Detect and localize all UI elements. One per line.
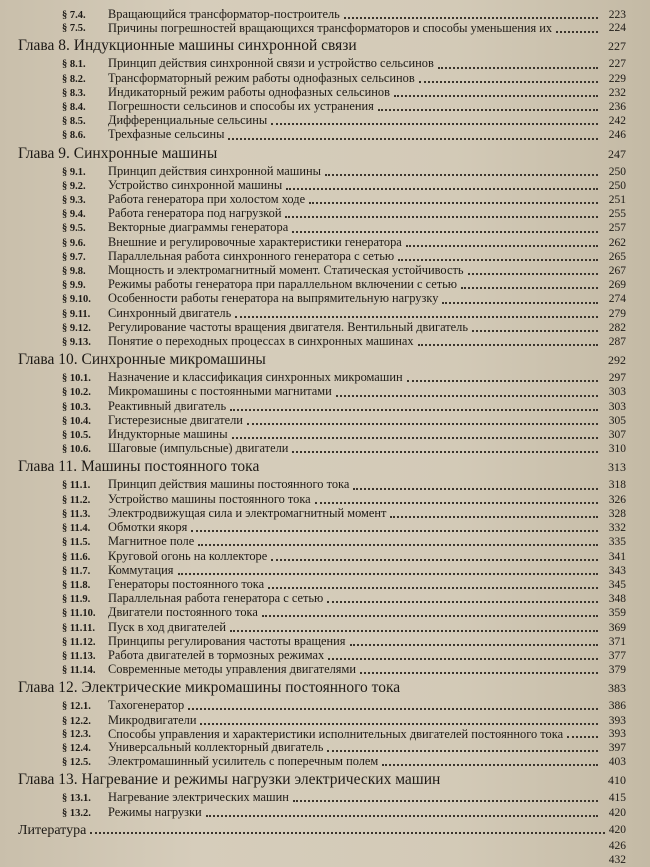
toc-entry	[16, 535, 626, 549]
page-number: 303	[608, 386, 626, 399]
section-number: § 10.1.	[62, 373, 91, 385]
section-number: § 11.14.	[62, 665, 96, 677]
section-title: Способы управления и характеристики исполнительных двигателей постоянного тока	[108, 726, 564, 741]
toc-entry	[16, 741, 626, 755]
page-number: 246	[608, 129, 626, 142]
section-number: § 13.1.	[62, 793, 91, 805]
chapter-heading	[18, 678, 626, 698]
dot-leader	[178, 573, 598, 575]
literature-entry	[18, 822, 626, 839]
toc-entry	[16, 307, 626, 321]
trailing-page-number: 432	[608, 853, 626, 866]
section-number: § 9.6.	[62, 237, 86, 249]
chapter-heading	[18, 144, 626, 164]
page-number: 251	[608, 194, 626, 207]
dot-leader	[309, 202, 598, 204]
toc-entry	[16, 478, 626, 492]
section-number: § 11.10.	[62, 608, 96, 620]
page-number: 232	[608, 86, 626, 99]
section-number: § 11.9.	[62, 594, 91, 606]
page-number: 229	[608, 72, 626, 85]
section-title: Коммутация	[108, 562, 174, 577]
literature-title: Литература	[18, 822, 87, 838]
page-number: 393	[608, 714, 626, 727]
dot-leader	[461, 287, 598, 289]
section-title: Векторные диаграммы генератора	[108, 220, 289, 235]
dot-leader	[230, 409, 598, 411]
section-title: Устройство машины постоянного тока	[108, 491, 311, 506]
toc-entry	[16, 114, 626, 128]
dot-leader	[419, 81, 598, 83]
toc-entry	[16, 221, 626, 235]
page-number: 359	[608, 607, 626, 620]
page-number: 393	[608, 727, 626, 740]
dot-leader	[271, 559, 598, 561]
section-number: § 11.1.	[62, 480, 91, 492]
section-number: § 11.2.	[62, 494, 91, 506]
toc-entry	[16, 699, 626, 713]
dot-leader	[293, 800, 598, 802]
toc-entry	[16, 755, 626, 769]
page-number: 257	[608, 222, 626, 235]
section-number: § 13.2.	[62, 807, 91, 819]
toc-entry	[16, 578, 626, 592]
section-title: Параллельная работа синхронного генератора с сетью	[108, 248, 395, 263]
dot-leader	[191, 530, 598, 532]
toc-entry	[16, 649, 626, 663]
page-number: 318	[608, 479, 626, 492]
section-number: § 7.5.	[62, 23, 86, 35]
dot-leader	[292, 451, 598, 453]
section-number: § 11.7.	[62, 565, 91, 577]
section-number: § 9.11.	[62, 308, 91, 320]
dot-leader	[292, 231, 598, 233]
section-title: Назначение и классификация синхронных микромашин	[108, 370, 403, 385]
dot-leader	[268, 587, 598, 589]
section-number: § 9.12.	[62, 322, 91, 334]
toc-entry	[16, 564, 626, 578]
toc-entry	[16, 663, 626, 677]
section-title: Погрешности сельсинов и способы их устранения	[108, 99, 374, 114]
section-title: Реактивный двигатель	[108, 398, 227, 413]
toc-entry	[16, 606, 626, 620]
page-number: 420	[608, 823, 626, 836]
page-number: 403	[608, 756, 626, 769]
toc-entry	[16, 621, 626, 635]
section-number: § 11.8.	[62, 579, 91, 591]
page-number: 255	[608, 208, 626, 221]
chapter-title: Глава 10. Синхронные микромашины	[18, 351, 266, 369]
toc-entry	[16, 165, 626, 179]
toc-entry	[16, 592, 626, 606]
page-number: 371	[608, 635, 626, 648]
section-number: § 12.2.	[62, 715, 91, 727]
toc-entry	[16, 414, 626, 428]
section-title: Индикаторный режим работы однофазных сельсинов	[108, 84, 390, 99]
section-title: Двигатели постоянного тока	[108, 605, 258, 620]
toc-entry	[16, 428, 626, 442]
section-number: § 9.8.	[62, 266, 86, 278]
page-number: 307	[608, 429, 626, 442]
section-title: Синхронный двигатель	[108, 305, 232, 320]
page-number: 386	[608, 700, 626, 713]
section-title: Режимы нагрузки	[108, 804, 202, 819]
dot-leader	[556, 31, 598, 33]
toc-entry	[16, 714, 626, 728]
dot-leader	[230, 630, 598, 632]
toc-entry	[16, 385, 626, 399]
dot-leader	[336, 395, 598, 397]
page-number: 335	[608, 536, 626, 549]
page-number: 341	[608, 550, 626, 563]
toc-entry	[16, 400, 626, 414]
section-title: Регулирование частоты вращения двигателя. Вентильный двигатель	[108, 319, 468, 334]
page-number: 262	[608, 236, 626, 249]
page-number: 292	[608, 353, 626, 368]
dot-leader	[232, 437, 598, 439]
dot-leader	[188, 708, 598, 710]
dot-leader	[235, 316, 598, 318]
section-title: Принцип действия машины постоянного тока	[108, 477, 350, 492]
page-number: 236	[608, 101, 626, 114]
dot-leader	[327, 601, 598, 603]
dot-leader	[353, 488, 598, 490]
dot-leader	[228, 138, 598, 140]
page-number: 297	[608, 372, 626, 385]
page-number: 305	[608, 414, 626, 427]
toc-entry	[16, 264, 626, 278]
dot-leader	[247, 423, 598, 425]
toc-entry	[16, 806, 626, 820]
section-number: § 10.3.	[62, 401, 91, 413]
dot-leader	[407, 380, 598, 382]
chapter-title: Глава 9. Синхронные машины	[18, 144, 218, 162]
toc-entry	[16, 278, 626, 292]
section-title: Причины погрешностей вращающихся трансформаторов и способы уменьшения их	[108, 21, 553, 36]
section-title: Внешние и регулировочные характеристики генератора	[108, 234, 402, 249]
page-number: 397	[608, 741, 626, 754]
toc-entry	[16, 371, 626, 385]
dot-leader	[198, 544, 598, 546]
dot-leader	[325, 174, 598, 176]
section-title: Современные методы управления двигателями	[108, 662, 356, 677]
dot-leader	[327, 750, 598, 752]
toc-entry	[16, 72, 626, 86]
chapter-heading	[18, 457, 626, 477]
section-number: § 10.4.	[62, 415, 91, 427]
section-number: § 8.3.	[62, 87, 86, 99]
section-title: Пуск в ход двигателей	[108, 619, 226, 634]
section-number: § 9.4.	[62, 209, 86, 221]
section-number: § 11.5.	[62, 537, 91, 549]
page-number: 420	[608, 806, 626, 819]
section-title: Электромашинный усилитель с поперечным полем	[108, 754, 379, 769]
dot-leader	[90, 832, 604, 834]
dot-leader	[567, 736, 598, 738]
page-number: 343	[608, 564, 626, 577]
chapter-title: Глава 13. Нагревание и режимы нагрузки электрических машин	[18, 771, 441, 789]
page-number: 379	[608, 664, 626, 677]
dot-leader	[262, 615, 598, 617]
section-title: Тахогенератор	[108, 698, 185, 713]
toc-entry	[16, 507, 626, 521]
dot-leader	[360, 672, 598, 674]
chapter-heading	[18, 350, 626, 370]
toc-entry	[16, 100, 626, 114]
section-number: § 11.12.	[62, 636, 96, 648]
chapter-title: Глава 8. Индукционные машины синхронной связи	[18, 37, 357, 55]
dot-leader	[206, 815, 598, 817]
page-number: 265	[608, 250, 626, 263]
section-title: Трехфазные сельсины	[108, 127, 225, 142]
toc-entry	[16, 86, 626, 100]
toc-entry	[16, 550, 626, 564]
dot-leader	[350, 644, 599, 646]
dot-leader	[328, 658, 598, 660]
dot-leader	[382, 764, 598, 766]
toc-entry	[16, 193, 626, 207]
page-number: 310	[608, 443, 626, 456]
dot-leader	[438, 67, 598, 69]
page-number: 415	[608, 792, 626, 805]
toc-entry	[16, 791, 626, 805]
toc-entry	[16, 442, 626, 456]
page-number: 348	[608, 593, 626, 606]
dot-leader	[286, 188, 598, 190]
section-title: Гистерезисные двигатели	[108, 412, 243, 427]
dot-leader	[271, 123, 598, 125]
toc-entry	[16, 250, 626, 264]
page-number: 269	[608, 279, 626, 292]
toc-entry	[16, 128, 626, 142]
section-title: Трансформаторный режим работы однофазных сельсинов	[108, 70, 415, 85]
section-number: § 9.2.	[62, 180, 86, 192]
section-title: Принцип действия синхронной машины	[108, 163, 321, 178]
dot-leader	[390, 516, 598, 518]
page-number: 250	[608, 179, 626, 192]
toc-entry	[16, 57, 626, 71]
page-number: 410	[608, 773, 626, 788]
toc-entry	[16, 179, 626, 193]
section-number: § 12.5.	[62, 757, 91, 769]
section-title: Вращающийся трансформатор-построитель	[108, 7, 340, 21]
page-number: 250	[608, 165, 626, 178]
page-number: 274	[608, 293, 626, 306]
dot-leader	[472, 330, 598, 332]
section-number: § 9.1.	[62, 166, 86, 178]
toc-entry	[16, 521, 626, 535]
section-number: § 8.6.	[62, 130, 86, 142]
section-number: § 7.4.	[62, 10, 86, 21]
section-number: § 11.6.	[62, 551, 91, 563]
section-number: § 10.6.	[62, 444, 91, 456]
toc-entry	[16, 493, 626, 507]
toc-entry	[16, 236, 626, 250]
section-number: § 11.13.	[62, 650, 96, 662]
section-number: § 10.2.	[62, 387, 91, 399]
section-number: § 11.3.	[62, 508, 91, 520]
section-title: Универсальный коллекторный двигатель	[108, 739, 324, 754]
section-title: Работа генератора под нагрузкой	[108, 206, 282, 221]
section-title: Принципы регулирования частоты вращения	[108, 633, 346, 648]
dot-leader	[442, 302, 598, 304]
page-number: 328	[608, 507, 626, 520]
section-number: § 8.1.	[62, 59, 86, 71]
dot-leader	[200, 723, 598, 725]
toc-entry	[16, 22, 626, 35]
toc-entry	[16, 8, 626, 22]
section-title: Режимы работы генератора при параллельном включении с сетью	[108, 277, 458, 292]
dot-leader	[394, 95, 598, 97]
section-number: § 9.13.	[62, 337, 91, 349]
toc-entry	[16, 728, 626, 741]
section-title: Нагревание электрических машин	[108, 790, 289, 805]
section-number: § 8.5.	[62, 116, 86, 128]
section-title: Мощность и электромагнитный момент. Статическая устойчивость	[108, 263, 464, 278]
page-number: 313	[608, 460, 626, 475]
section-title: Магнитное поле	[108, 534, 195, 549]
chapter-heading	[18, 36, 626, 56]
toc-entry	[16, 207, 626, 221]
section-title: Дифференциальные сельсины	[108, 113, 268, 128]
section-title: Круговой огонь на коллекторе	[108, 548, 268, 563]
section-title: Принцип действия синхронной связи и устройство сельсинов	[108, 56, 434, 71]
section-number: § 9.3.	[62, 195, 86, 207]
section-number: § 11.4.	[62, 523, 91, 535]
chapter-title: Глава 11. Машины постоянного тока	[18, 458, 260, 476]
section-title: Индукторные машины	[108, 427, 228, 442]
section-number: § 8.4.	[62, 102, 86, 114]
page-number: 332	[608, 522, 626, 535]
trailing-page-number: 426	[608, 839, 626, 852]
page-number: 287	[608, 336, 626, 349]
section-title: Особенности работы генератора на выпрямительную нагрузку	[108, 291, 439, 306]
section-title: Микромашины с постоянными магнитами	[108, 384, 332, 399]
toc-entry	[16, 335, 626, 349]
section-number: § 9.10.	[62, 294, 91, 306]
page-number: 223	[608, 9, 626, 21]
section-title: Параллельная работа генератора с сетью	[108, 591, 324, 606]
page-number: 345	[608, 578, 626, 591]
page-number: 227	[608, 39, 626, 54]
chapter-title: Глава 12. Электрические микромашины постоянного тока	[18, 679, 401, 697]
page-number: 224	[608, 22, 626, 35]
section-number: § 12.1.	[62, 701, 91, 713]
section-title: Шаговые (импульсные) двигатели	[108, 441, 289, 456]
dot-leader	[344, 17, 598, 19]
section-number: § 11.11.	[62, 622, 95, 634]
section-title: Генераторы постоянного тока	[108, 576, 265, 591]
dot-leader	[398, 259, 598, 261]
section-number: § 9.5.	[62, 223, 86, 235]
chapter-heading	[18, 770, 626, 790]
section-number: § 12.3.	[62, 728, 91, 740]
dot-leader	[378, 109, 598, 111]
page-number: 247	[608, 146, 626, 161]
section-number: § 9.7.	[62, 251, 86, 263]
section-number: § 10.5.	[62, 430, 91, 442]
section-title: Электродвижущая сила и электромагнитный момент	[108, 505, 387, 520]
page-number: 326	[608, 493, 626, 506]
page-number: 377	[608, 649, 626, 662]
section-title: Обмотки якоря	[108, 520, 188, 535]
section-number: § 8.2.	[62, 73, 86, 85]
dot-leader	[315, 502, 598, 504]
page-number: 279	[608, 307, 626, 320]
section-number: § 12.4.	[62, 742, 91, 754]
toc-entry	[16, 635, 626, 649]
page-number: 383	[608, 681, 626, 696]
section-title: Работа двигателей в тормозных режимах	[108, 647, 325, 662]
page-number: 242	[608, 115, 626, 128]
toc-entry	[16, 292, 626, 306]
page-number: 303	[608, 400, 626, 413]
dot-leader	[468, 273, 598, 275]
section-title: Устройство синхронной машины	[108, 177, 283, 192]
page-number: 282	[608, 321, 626, 334]
dot-leader	[418, 344, 598, 346]
section-title: Понятие о переходных процессах в синхронных машинах	[108, 334, 414, 349]
section-title: Работа генератора при холостом ходе	[108, 192, 306, 207]
dot-leader	[406, 245, 598, 247]
dot-leader	[285, 216, 598, 218]
section-title: Микродвигатели	[108, 712, 197, 727]
page-number: 227	[608, 58, 626, 71]
section-number: § 9.9.	[62, 280, 86, 292]
page-number: 369	[608, 621, 626, 634]
toc-entry	[16, 321, 626, 335]
page-number: 267	[608, 265, 626, 278]
